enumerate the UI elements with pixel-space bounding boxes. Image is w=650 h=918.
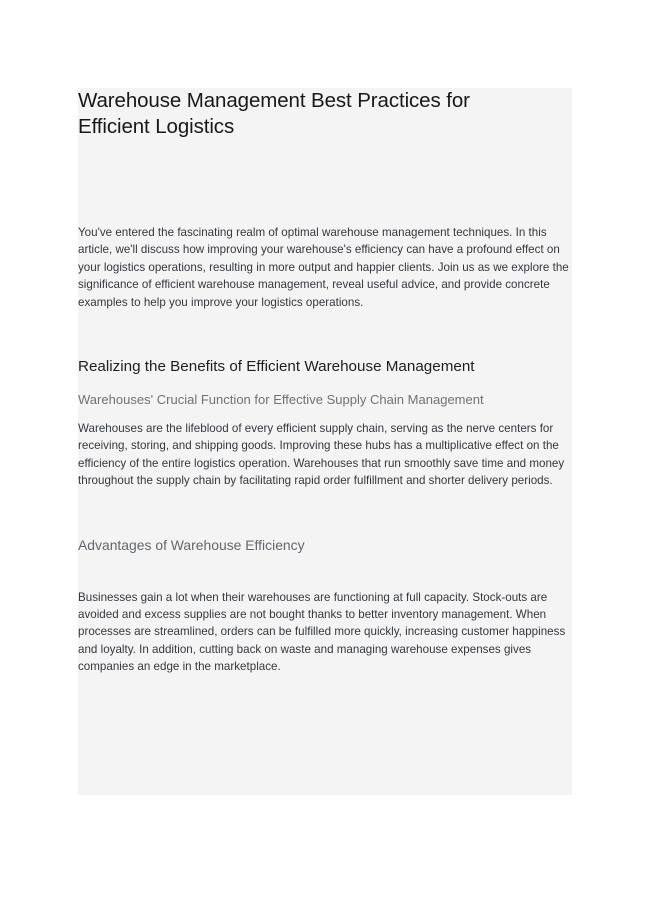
intro-paragraph: You've entered the fascinating realm of optimal warehouse management techniques. In this article, we'll discuss how improving your warehouse's efficiency can have a profound effect on your logistics operations, resulting in more output and happier clients. Join us as we explore the significance of efficient warehouse management, reveal useful advice, and provide concrete examples to help you improve your logistics operations. — [78, 226, 569, 309]
heading-spacer — [78, 377, 572, 391]
section-subheading-supply-chain: Warehouses' Crucial Function for Effective Supply Chain Management — [78, 392, 484, 408]
section-paragraph-supply-chain: Warehouses are the lifeblood of every efficient supply chain, serving as the nerve centers for receiving, storing, and shipping goods. Improving these hubs has a multiplicative effect on the efficiency of the entire logistics operation. Warehouses that run smoothly save time and money throughout the supply chain by facilitating rapid order fulfillment and shorter delivery periods. — [78, 422, 565, 488]
section-subheading-advantages: Advantages of Warehouse Efficiency — [78, 536, 305, 553]
title-spacer — [78, 140, 572, 224]
article-body — [78, 88, 572, 676]
subheading-spacer — [78, 409, 572, 420]
page-title: Warehouse Management Best Practices for Efficient Logistics — [78, 89, 470, 138]
section-paragraph-advantages: Businesses gain a lot when their warehouses are functioning at full capacity. Stock-outs are avoided and excess supplies are not bought thanks to better inventory management. When processes are streamlined, orders can be fulfilled more quickly, increasing customer happiness and loyalty. In addition, cutting back on waste and managing warehouse expenses gives companies an edge in the marketplace. — [78, 590, 566, 674]
section-spacer — [78, 311, 572, 357]
subheading-spacer — [78, 555, 572, 589]
section-heading-benefits: Realizing the Benefits of Efficient Warehouse Management — [78, 358, 475, 376]
section-spacer — [78, 490, 572, 536]
